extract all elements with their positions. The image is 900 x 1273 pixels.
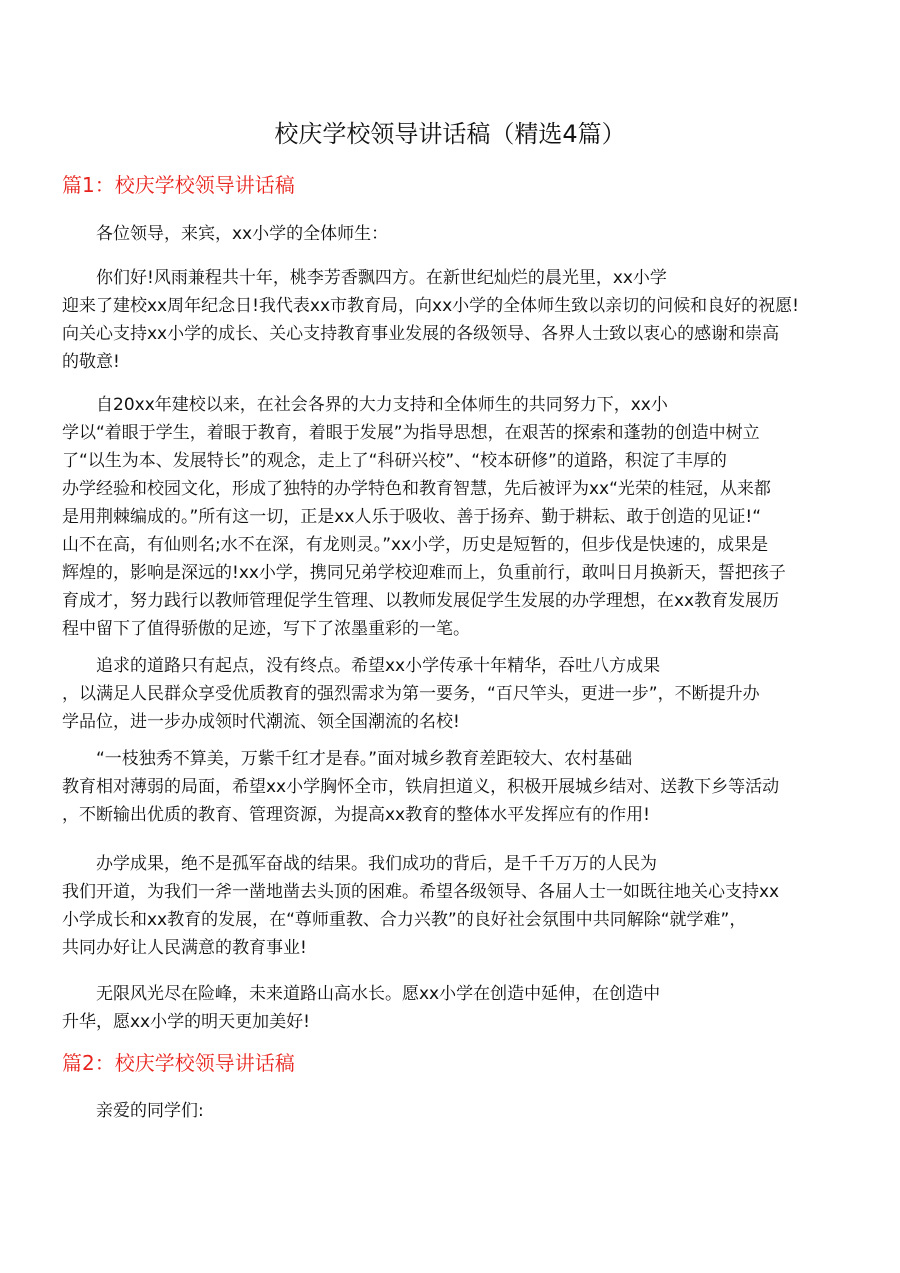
paragraph-line: 育成才，努力践行以教师管理促学生管理、以教师发展促学生发展的办学理想，在xx教育发展历	[62, 591, 780, 611]
paragraph-6-support	[62, 850, 842, 962]
paragraph-line: ，不断输出优质的教育、管理资源，为提高xx教育的整体水平发挥应有的作用!	[62, 805, 650, 825]
paragraph-4-future	[62, 652, 842, 736]
paragraph-line: 学品位，进一步办成领时代潮流、领全国潮流的名校!	[62, 712, 460, 732]
paragraph-line: 你们好!风雨兼程共十年，桃李芳香飘四方。在新世纪灿烂的晨光里，xx小学	[96, 268, 667, 288]
paragraph-line: 亲爱的同学们:	[96, 1101, 204, 1121]
paragraph-line: 的敬意!	[62, 352, 120, 372]
paragraph-2-greeting	[62, 264, 842, 376]
paragraph-line: 共同办好让人民满意的教育事业!	[62, 938, 307, 958]
paragraph-line: 辉煌的，影响是深远的!xx小学，携同兄弟学校迎难而上，负重前行，敢叫日月换新天，誓把孩子	[62, 563, 786, 583]
paragraph-line: 无限风光尽在险峰，未来道路山高水长。愿xx小学在创造中延伸，在创造中	[96, 984, 661, 1004]
paragraph-line: 我们开道，为我们一斧一凿地凿去头顶的困难。希望各级领导、各届人士一如既往地关心支持xx	[62, 882, 780, 902]
paragraph-1-salutation	[62, 220, 842, 248]
section-heading-1: 篇1：校庆学校领导讲话稿	[62, 173, 295, 197]
paragraph-3-history	[62, 391, 842, 643]
paragraph-7-closing	[62, 980, 842, 1036]
paragraph-line: 了“以生为本、发展特长”的观念，走上了“科研兴校”、“校本研修”的道路，积淀了丰厚的	[62, 451, 727, 471]
paragraph-line: 自20xx年建校以来，在社会各界的大力支持和全体师生的共同努力下，xx小	[96, 395, 668, 415]
paragraph-line: 升华，愿xx小学的明天更加美好!	[62, 1012, 310, 1032]
paragraph-line: 办学经验和校园文化，形成了独特的办学特色和教育智慧，先后被评为xx“光荣的桂冠，从来都	[62, 479, 771, 499]
paragraph-line: 山不在高，有仙则名;水不在深，有龙则灵。”xx小学，历史是短暂的，但步伐是快速的，成果是	[62, 535, 769, 555]
paragraph-line: 迎来了建校xx周年纪念日!我代表xx市教育局，向xx小学的全体师生致以亲切的问候和良好的祝愿!	[62, 296, 799, 316]
paragraph-line: ，以满足人民群众享受优质教育的强烈需求为第一要务，“百尺竿头，更进一步”，不断提升办	[62, 684, 760, 704]
paragraph-line: 小学成长和xx教育的发展，在“尊师重教、合力兴教”的良好社会氛围中共同解除“就学难”，	[62, 910, 747, 930]
paragraph-line: 追求的道路只有起点，没有终点。希望xx小学传承十年精华，吞吐八方成果	[96, 656, 661, 676]
paragraph-8-salutation	[62, 1097, 842, 1125]
document-title: 校庆学校领导讲话稿（精选4篇）	[274, 120, 626, 148]
paragraph-5-cooperation	[62, 745, 842, 829]
paragraph-line: 学以“着眼于学生，着眼于教育，着眼于发展”为指导思想，在艰苦的探索和蓬勃的创造中树立	[62, 423, 760, 443]
paragraph-line: 是用荆棘编成的。”所有这一切，正是xx人乐于吸收、善于扬弃、勤于耕耘、敢于创造的见证!“	[62, 507, 762, 527]
paragraph-line: 向关心支持xx小学的成长、关心支持教育事业发展的各级领导、各界人士致以衷心的感谢和崇高	[62, 324, 780, 344]
paragraph-line: 程中留下了值得骄傲的足迹，写下了浓墨重彩的一笔。	[62, 619, 470, 639]
section-heading-2: 篇2：校庆学校领导讲话稿	[62, 1051, 295, 1075]
paragraph-line: 各位领导，来宾，xx小学的全体师生：	[96, 224, 389, 244]
paragraph-line: 教育相对薄弱的局面，希望xx小学胸怀全市，铁肩担道义，积极开展城乡结对、送教下乡等活动	[62, 777, 780, 797]
paragraph-line: “一枝独秀不算美，万紫千红才是春。”面对城乡教育差距较大、农村基础	[96, 749, 633, 769]
paragraph-line: 办学成果，绝不是孤军奋战的结果。我们成功的背后，是千千万万的人民为	[96, 854, 657, 874]
